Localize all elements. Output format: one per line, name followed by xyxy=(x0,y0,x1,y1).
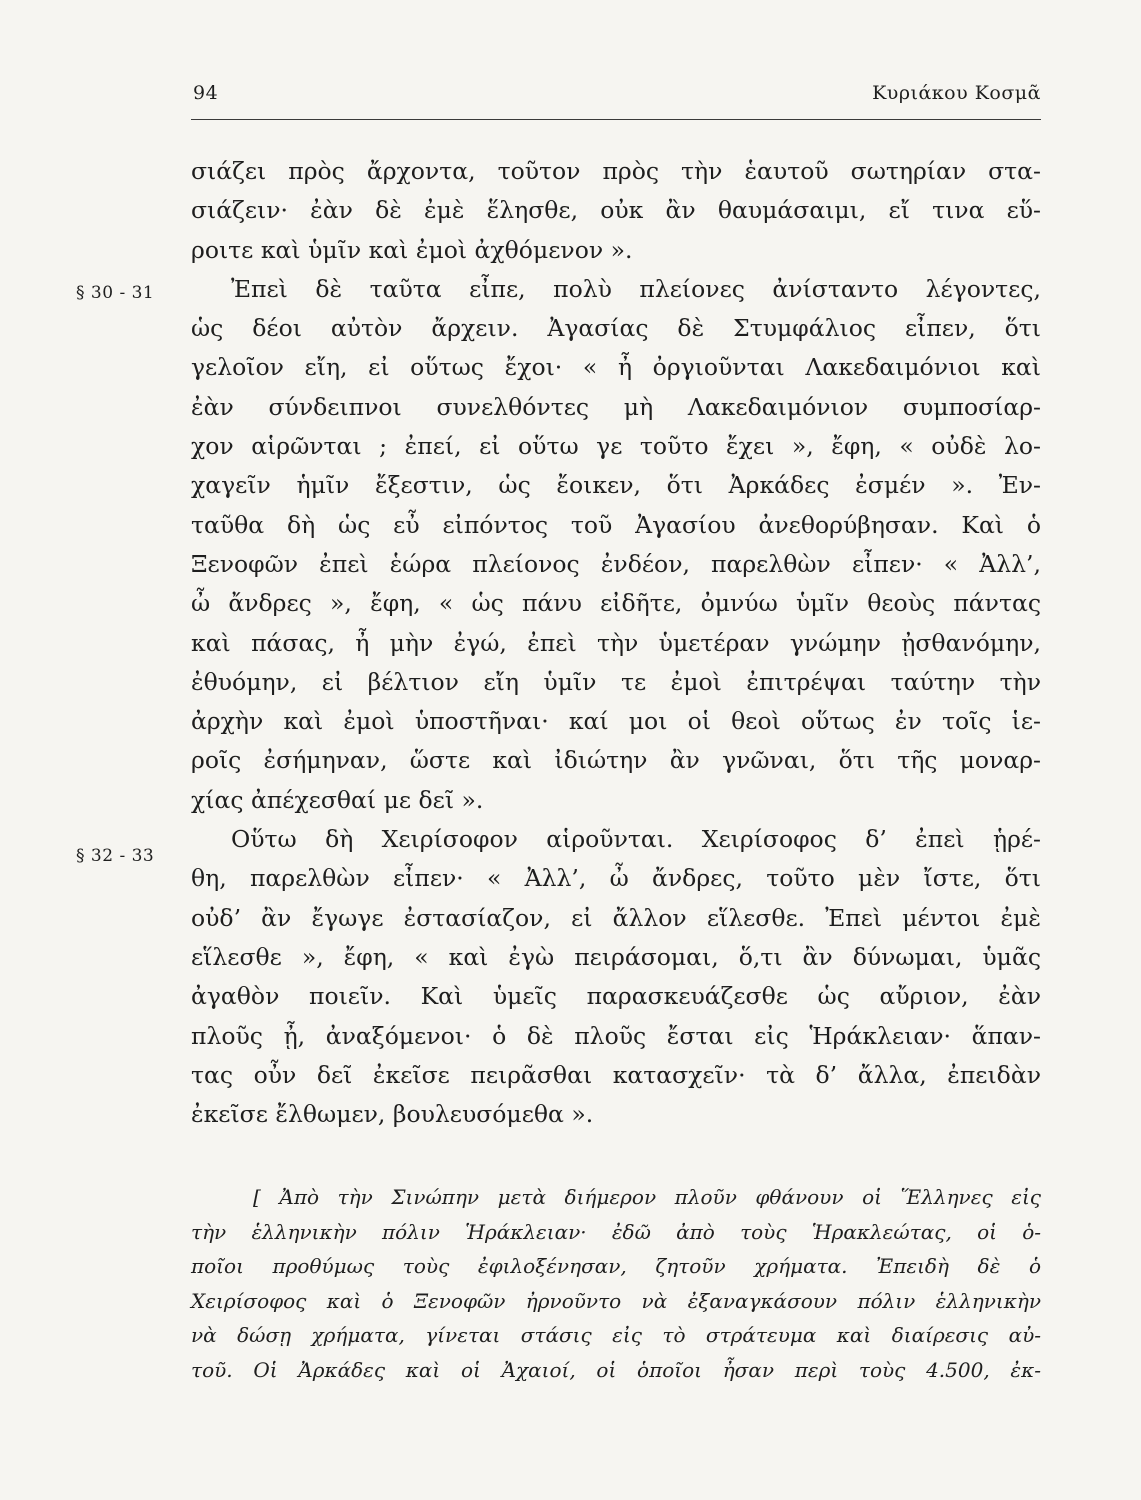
text-line: ἐθυόμην, εἰ βέλτιον εἴη ὑμῖν τε ἐμοὶ ἐπιτρέψαι ταύτην τὴν xyxy=(191,667,1041,696)
text-line: πλοῦς ᾖ, ἀναξόμενοι· ὁ δὲ πλοῦς ἔσται εἰς Ἡράκλειαν· ἅπαν- xyxy=(191,1021,1041,1050)
text-line: σιάζει πρὸς ἄρχοντα, τοῦτον πρὸς τὴν ἑαυτοῦ σωτηρίαν στα- xyxy=(191,157,1041,185)
text-line: οὐδ’ ἂν ἔγωγε ἐστασίαζον, εἰ ἄλλον εἵλεσθε. Ἐπεὶ μέντοι ἐμὲ xyxy=(191,903,1041,932)
summary-line: τὴν ἑλληνικὴν πόλιν Ἡράκλειαν· ἐδῶ ἀπὸ τοὺς Ἡρακλεώτας, οἱ ὁ- xyxy=(191,1219,1041,1244)
summary-line: τοῦ. Οἱ Ἀρκάδες καὶ οἱ Ἀχαιοί, οἱ ὁποῖοι ἦσαν περὶ τοὺς 4.500, ἐκ- xyxy=(191,1357,1041,1382)
text-line: τας οὖν δεῖ ἐκεῖσε πειρᾶσθαι κατασχεῖν· τὰ δ’ ἄλλα, ἐπειδὰν xyxy=(191,1060,1041,1089)
text-line: χαγεῖν ἡμῖν ἔξεστιν, ὡς ἔοικεν, ὅτι Ἀρκάδες ἐσμέν ». Ἐν- xyxy=(191,471,1041,500)
section-marker-30-31: § 30 - 31 xyxy=(76,283,155,303)
text-line: ἐκεῖσε ἔλθωμεν, βουλευσόμεθα ». xyxy=(191,1100,594,1129)
text-line: ἀρχὴν καὶ ἐμοὶ ὑποστῆναι· καί μοι οἱ θεοὶ οὕτως ἐν τοῖς ἱε- xyxy=(191,707,1041,736)
text-line: ὡς δέοι αὐτὸν ἄρχειν. Ἀγασίας δὲ Στυμφάλιος εἶπεν, ὅτι xyxy=(191,314,1041,343)
text-line: χίας ἀπέχεσθαί με δεῖ ». xyxy=(191,785,484,814)
text-line: ἐὰν σύνδειπνοι συνελθόντες μὴ Λακεδαιμόνιον συμποσίαρ- xyxy=(191,392,1041,421)
text-line: σιάζειν· ἐὰν δὲ ἐμὲ ἕλησθε, οὐκ ἂν θαυμάσαιμι, εἴ τινα εὕ- xyxy=(191,196,1041,225)
main-text xyxy=(191,152,1041,1134)
page-number: 94 xyxy=(193,82,219,104)
header-rule xyxy=(191,119,1041,120)
text-line: θη, παρελθὼν εἶπεν· « Ἀλλ’, ὦ ἄνδρες, τοῦτο μὲν ἴστε, ὅτι xyxy=(191,864,1041,893)
text-line: Οὕτω δὴ Χειρίσοφον αἱροῦνται. Χειρίσοφος δ’ ἐπεὶ ᾑρέ- xyxy=(231,825,1041,854)
running-head: Κυριάκου Κοσμᾶ xyxy=(872,82,1041,104)
text-line: εἵλεσθε », ἔφη, « καὶ ἐγὼ πειράσομαι, ὅ,τι ἂν δύνωμαι, ὑμᾶς xyxy=(191,942,1041,971)
summary-line: νὰ δώσῃ χρήματα, γίνεται στάσις εἰς τὸ στράτευμα καὶ διαίρεσις αὐ- xyxy=(191,1323,1041,1347)
text-line: ἀγαθὸν ποιεῖν. Καὶ ὑμεῖς παρασκευάζεσθε ὡς αὔριον, ἐὰν xyxy=(191,982,1041,1011)
section-marker-32-33: § 32 - 33 xyxy=(76,846,155,866)
summary-line: [ Ἀπὸ τὴν Σινώπην μετὰ διήμερον πλοῦν φθάνουν οἱ Ἕλληνες εἰς xyxy=(253,1185,1041,1209)
text-line: ὦ ἄνδρες », ἔφη, « ὡς πάνυ εἰδῆτε, ὀμνύω ὑμῖν θεοὺς πάντας xyxy=(191,589,1041,618)
text-line: καὶ πάσας, ἦ μὴν ἐγώ, ἐπεὶ τὴν ὑμετέραν γνώμην ᾐσθανόμην, xyxy=(191,628,1041,657)
summary-text xyxy=(191,1180,1041,1387)
text-line: χον αἱρῶνται ; ἐπεί, εἰ οὕτω γε τοῦτο ἔχει », ἔφη, « οὐδὲ λο- xyxy=(191,432,1041,461)
text-line: Ξενοφῶν ἐπεὶ ἑώρα πλείονος ἐνδέον, παρελθὼν εἶπεν· « Ἀλλ’, xyxy=(191,549,1041,578)
summary-line: Χειρίσοφος καὶ ὁ Ξενοφῶν ἠρνοῦντο νὰ ἐξαναγκάσουν πόλιν ἑλληνικὴν xyxy=(191,1288,1041,1313)
summary-line: ποῖοι προθύμως τοὺς ἐφιλοξένησαν, ζητοῦν χρήματα. Ἐπειδὴ δὲ ὁ xyxy=(191,1254,1041,1278)
text-line: Ἐπεὶ δὲ ταῦτα εἶπε, πολὺ πλείονες ἀνίσταντο λέγοντες, xyxy=(231,274,1041,303)
text-line: γελοῖον εἴη, εἰ οὕτως ἔχοι· « ἦ ὀργιοῦνται Λακεδαιμόνιοι καὶ xyxy=(191,353,1041,382)
text-line: ροιτε καὶ ὑμῖν καὶ ἐμοὶ ἀχθόμενον ». xyxy=(191,235,633,264)
text-line: ταῦθα δὴ ὡς εὖ εἰπόντος τοῦ Ἀγασίου ἀνεθορύβησαν. Καὶ ὁ xyxy=(191,510,1041,539)
text-line: ροῖς ἐσήμηναν, ὥστε καὶ ἰδιώτην ἂν γνῶναι, ὅτι τῆς μοναρ- xyxy=(191,746,1041,775)
